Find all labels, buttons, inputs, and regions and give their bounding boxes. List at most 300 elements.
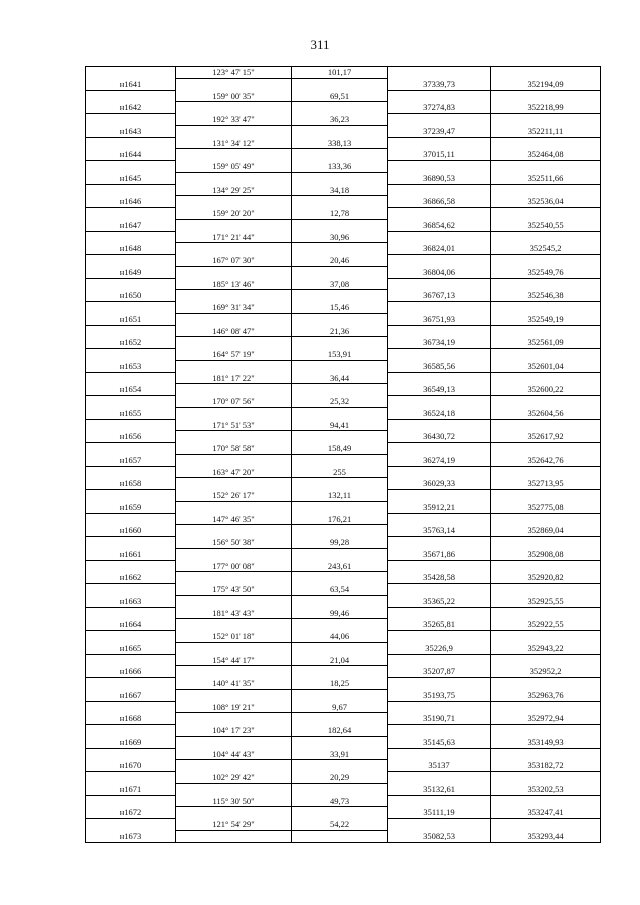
segment-row [86,255,601,267]
point-cell [86,232,176,244]
angle-cell: 181° 17' 22" [176,373,292,385]
point-row [86,173,601,185]
angle-cell [176,408,292,420]
y-coordinate: 352963,76 [491,690,601,702]
y-cell [491,396,601,408]
distance-cell: 25,32 [292,396,388,408]
point-name: н1669 [86,737,176,749]
distance-cell [292,831,388,843]
distance-cell: 182,64 [292,725,388,737]
y-coordinate: 352194,09 [491,79,601,91]
y-coordinate: 352972,94 [491,713,601,725]
x-cell [388,114,491,126]
angle-cell [176,643,292,655]
distance-cell [292,455,388,467]
point-cell [86,349,176,361]
point-cell [86,631,176,643]
distance-cell: 36,23 [292,114,388,126]
x-cell [388,373,491,385]
y-coordinate: 352952,2 [491,666,601,678]
point-row [86,502,601,514]
segment-row [86,702,601,714]
point-name: н1647 [86,220,176,232]
angle-cell [176,431,292,443]
distance-cell [292,478,388,490]
angle-cell [176,337,292,349]
y-cell [491,819,601,831]
x-cell [388,490,491,502]
x-coordinate: 35207,87 [388,666,491,678]
distance-cell [292,572,388,584]
point-name: н1660 [86,525,176,537]
x-cell [388,255,491,267]
point-name: н1673 [86,831,176,843]
y-cell [491,584,601,596]
point-cell [86,608,176,620]
distance-cell [292,149,388,161]
distance-cell [292,102,388,114]
x-cell [388,796,491,808]
distance-cell: 101,17 [292,67,388,79]
angle-cell: 146° 08' 47" [176,326,292,338]
y-cell [491,138,601,150]
point-name: н1664 [86,619,176,631]
x-cell [388,396,491,408]
point-cell [86,490,176,502]
x-coordinate: 36029,33 [388,478,491,490]
x-cell [388,208,491,220]
x-cell [388,302,491,314]
angle-cell: 171° 21' 44" [176,232,292,244]
angle-cell [176,502,292,514]
point-name: н1641 [86,79,176,91]
angle-cell [176,173,292,185]
segment-row [86,138,601,150]
distance-cell [292,126,388,138]
point-cell [86,373,176,385]
x-coordinate: 35132,61 [388,784,491,796]
distance-cell [292,619,388,631]
distance-cell: 63,54 [292,584,388,596]
segment-row [86,420,601,432]
angle-cell: 102° 29' 42" [176,772,292,784]
y-coordinate: 352642,76 [491,455,601,467]
y-cell [491,232,601,244]
y-cell [491,443,601,455]
x-coordinate: 35428,58 [388,572,491,584]
y-coordinate: 352540,55 [491,220,601,232]
angle-cell: 140° 41' 35" [176,678,292,690]
distance-cell: 21,36 [292,326,388,338]
y-coordinate: 352943,22 [491,643,601,655]
point-name: н1665 [86,643,176,655]
point-name: н1651 [86,314,176,326]
y-cell [491,772,601,784]
y-coordinate: 353247,41 [491,807,601,819]
angle-cell [176,478,292,490]
distance-cell [292,243,388,255]
point-name: н1658 [86,478,176,490]
y-coordinate: 352922,55 [491,619,601,631]
x-coordinate: 37015,11 [388,149,491,161]
y-cell [491,420,601,432]
distance-cell: 153,91 [292,349,388,361]
distance-cell: 20,29 [292,772,388,784]
y-cell [491,255,601,267]
point-row [86,149,601,161]
segment-row [86,514,601,526]
angle-cell: 159° 05' 49" [176,161,292,173]
x-coordinate: 36751,93 [388,314,491,326]
angle-cell [176,149,292,161]
y-coordinate: 352464,08 [491,149,601,161]
x-coordinate: 35763,14 [388,525,491,537]
point-row [86,478,601,490]
point-row [86,267,601,279]
x-cell [388,655,491,667]
point-cell [86,255,176,267]
point-name: н1646 [86,196,176,208]
distance-cell: 21,04 [292,655,388,667]
x-cell [388,772,491,784]
y-cell [491,349,601,361]
y-coordinate: 353293,44 [491,831,601,843]
point-name: н1659 [86,502,176,514]
angle-cell: 152° 26' 17" [176,490,292,502]
point-row [86,713,601,725]
angle-cell: 175° 43' 50" [176,584,292,596]
distance-cell: 243,61 [292,561,388,573]
y-coordinate: 352869,04 [491,525,601,537]
point-row [86,220,601,232]
y-cell [491,302,601,314]
angle-cell: 177° 00' 08" [176,561,292,573]
distance-cell: 20,46 [292,255,388,267]
distance-cell: 15,46 [292,302,388,314]
angle-cell: 185° 13' 46" [176,279,292,291]
angle-cell [176,737,292,749]
point-name: н1672 [86,807,176,819]
x-cell [388,91,491,103]
angle-cell: 134° 29' 25" [176,185,292,197]
distance-cell: 158,49 [292,443,388,455]
y-cell [491,561,601,573]
point-name: н1657 [86,455,176,467]
point-cell [86,655,176,667]
angle-cell [176,807,292,819]
distance-cell [292,737,388,749]
point-row [86,431,601,443]
x-cell [388,443,491,455]
y-cell [491,631,601,643]
angle-cell [176,619,292,631]
page-number: 311 [310,37,330,52]
angle-cell: 152° 01' 18" [176,631,292,643]
point-name: н1642 [86,102,176,114]
x-cell [388,819,491,831]
segment-row [86,608,601,620]
y-coordinate: 352601,04 [491,361,601,373]
distance-cell: 255 [292,467,388,479]
y-coordinate: 352600,22 [491,384,601,396]
distance-cell: 12,78 [292,208,388,220]
point-cell [86,138,176,150]
x-coordinate: 36549,13 [388,384,491,396]
y-cell [491,67,601,79]
x-cell [388,584,491,596]
point-row [86,314,601,326]
point-name: н1666 [86,666,176,678]
distance-cell: 30,96 [292,232,388,244]
segment-row [86,302,601,314]
distance-cell: 338,13 [292,138,388,150]
angle-cell [176,220,292,232]
distance-cell: 49,73 [292,796,388,808]
point-cell [86,302,176,314]
distance-cell [292,196,388,208]
x-coordinate: 37339,73 [388,79,491,91]
point-name: н1670 [86,760,176,772]
table-grid [85,66,601,843]
angle-cell [176,760,292,772]
angle-cell: 121° 54' 29" [176,819,292,831]
angle-cell: 108° 19' 21" [176,702,292,714]
x-coordinate: 36854,62 [388,220,491,232]
point-row [86,79,601,91]
point-row [86,831,601,843]
y-coordinate: 352511,66 [491,173,601,185]
angle-cell [176,666,292,678]
point-row [86,807,601,819]
point-cell [86,443,176,455]
point-cell [86,420,176,432]
point-row [86,784,601,796]
angle-cell: 181° 43' 43" [176,608,292,620]
x-coordinate: 35190,71 [388,713,491,725]
segment-row [86,749,601,761]
point-name: н1667 [86,690,176,702]
y-coordinate: 352549,76 [491,267,601,279]
angle-cell: 115° 30' 50" [176,796,292,808]
x-cell [388,279,491,291]
y-cell [491,161,601,173]
x-cell [388,514,491,526]
x-coordinate: 36430,72 [388,431,491,443]
distance-cell [292,502,388,514]
y-coordinate: 352536,04 [491,196,601,208]
distance-cell [292,337,388,349]
segment-row [86,279,601,291]
point-name: н1668 [86,713,176,725]
point-cell [86,326,176,338]
y-coordinate: 353149,93 [491,737,601,749]
angle-cell [176,126,292,138]
angle-cell [176,596,292,608]
y-coordinate: 352561,09 [491,337,601,349]
segment-row [86,561,601,573]
x-cell [388,232,491,244]
y-coordinate: 353182,72 [491,760,601,772]
angle-cell [176,243,292,255]
segment-row [86,772,601,784]
point-row [86,102,601,114]
distance-cell [292,525,388,537]
distance-cell [292,173,388,185]
distance-cell [292,408,388,420]
angle-cell: 192° 33' 47" [176,114,292,126]
point-name: н1663 [86,596,176,608]
angle-cell: 170° 58' 58" [176,443,292,455]
distance-cell: 54,22 [292,819,388,831]
point-cell [86,749,176,761]
distance-cell: 36,44 [292,373,388,385]
distance-cell [292,596,388,608]
angle-cell [176,314,292,326]
y-cell [491,326,601,338]
point-cell [86,537,176,549]
angle-cell [176,549,292,561]
distance-cell [292,361,388,373]
point-row [86,549,601,561]
segment-row [86,655,601,667]
point-name: н1649 [86,267,176,279]
distance-cell [292,220,388,232]
distance-cell [292,431,388,443]
x-cell [388,678,491,690]
y-cell [491,467,601,479]
distance-cell: 99,28 [292,537,388,549]
point-row [86,737,601,749]
x-coordinate: 36524,18 [388,408,491,420]
x-cell [388,67,491,79]
point-name: н1650 [86,290,176,302]
y-coordinate: 352604,56 [491,408,601,420]
angle-cell [176,525,292,537]
segment-row [86,490,601,502]
point-row [86,337,601,349]
y-cell [491,655,601,667]
angle-cell: 123° 47' 15" [176,67,292,79]
y-coordinate: 352617,92 [491,431,601,443]
segment-row [86,584,601,596]
segment-row [86,373,601,385]
distance-cell [292,314,388,326]
segment-row [86,185,601,197]
point-row [86,596,601,608]
distance-cell: 44,06 [292,631,388,643]
distance-cell: 9,67 [292,702,388,714]
y-cell [491,678,601,690]
point-cell [86,702,176,714]
distance-cell: 37,08 [292,279,388,291]
angle-cell [176,79,292,91]
y-coordinate: 352549,19 [491,314,601,326]
y-cell [491,608,601,620]
point-row [86,525,601,537]
angle-cell: 159° 00' 35" [176,91,292,103]
point-row [86,666,601,678]
y-coordinate: 352775,08 [491,502,601,514]
x-coordinate: 35365,22 [388,596,491,608]
segment-row [86,467,601,479]
point-name: н1643 [86,126,176,138]
y-cell [491,114,601,126]
y-cell [491,490,601,502]
coordinates-table [85,66,600,843]
segment-row [86,161,601,173]
x-coordinate: 36890,53 [388,173,491,185]
distance-cell [292,690,388,702]
y-cell [491,185,601,197]
angle-cell [176,102,292,114]
segment-row [86,67,601,79]
x-coordinate: 36824,01 [388,243,491,255]
distance-cell: 176,21 [292,514,388,526]
y-coordinate: 352546,38 [491,290,601,302]
x-cell [388,561,491,573]
point-row [86,196,601,208]
x-cell [388,326,491,338]
x-coordinate: 36585,56 [388,361,491,373]
point-cell [86,396,176,408]
x-coordinate: 36274,19 [388,455,491,467]
segment-row [86,349,601,361]
angle-cell [176,361,292,373]
segment-row [86,796,601,808]
distance-cell [292,666,388,678]
segment-row [86,631,601,643]
point-name: н1645 [86,173,176,185]
x-coordinate: 35082,53 [388,831,491,843]
point-cell [86,514,176,526]
point-name: н1654 [86,384,176,396]
distance-cell: 34,18 [292,185,388,197]
y-coordinate: 352218,99 [491,102,601,114]
angle-cell: 154° 44' 17" [176,655,292,667]
x-cell [388,161,491,173]
point-name: н1652 [86,337,176,349]
point-row [86,572,601,584]
point-row [86,619,601,631]
segment-row [86,725,601,737]
y-cell [491,208,601,220]
y-coordinate: 352925,55 [491,596,601,608]
x-cell [388,537,491,549]
y-coordinate: 353202,53 [491,784,601,796]
angle-cell [176,290,292,302]
point-name: н1662 [86,572,176,584]
point-cell [86,561,176,573]
distance-cell [292,549,388,561]
angle-cell: 170° 07' 56" [176,396,292,408]
angle-cell: 147° 46' 35" [176,514,292,526]
point-name: н1656 [86,431,176,443]
angle-cell: 169° 31' 34" [176,302,292,314]
x-cell [388,725,491,737]
segment-row [86,232,601,244]
distance-cell [292,807,388,819]
point-cell [86,185,176,197]
x-cell [388,608,491,620]
angle-cell: 164° 57' 19" [176,349,292,361]
x-coordinate: 36866,58 [388,196,491,208]
distance-cell: 33,91 [292,749,388,761]
distance-cell [292,784,388,796]
x-cell [388,702,491,714]
point-row [86,455,601,467]
distance-cell [292,713,388,725]
point-row [86,384,601,396]
